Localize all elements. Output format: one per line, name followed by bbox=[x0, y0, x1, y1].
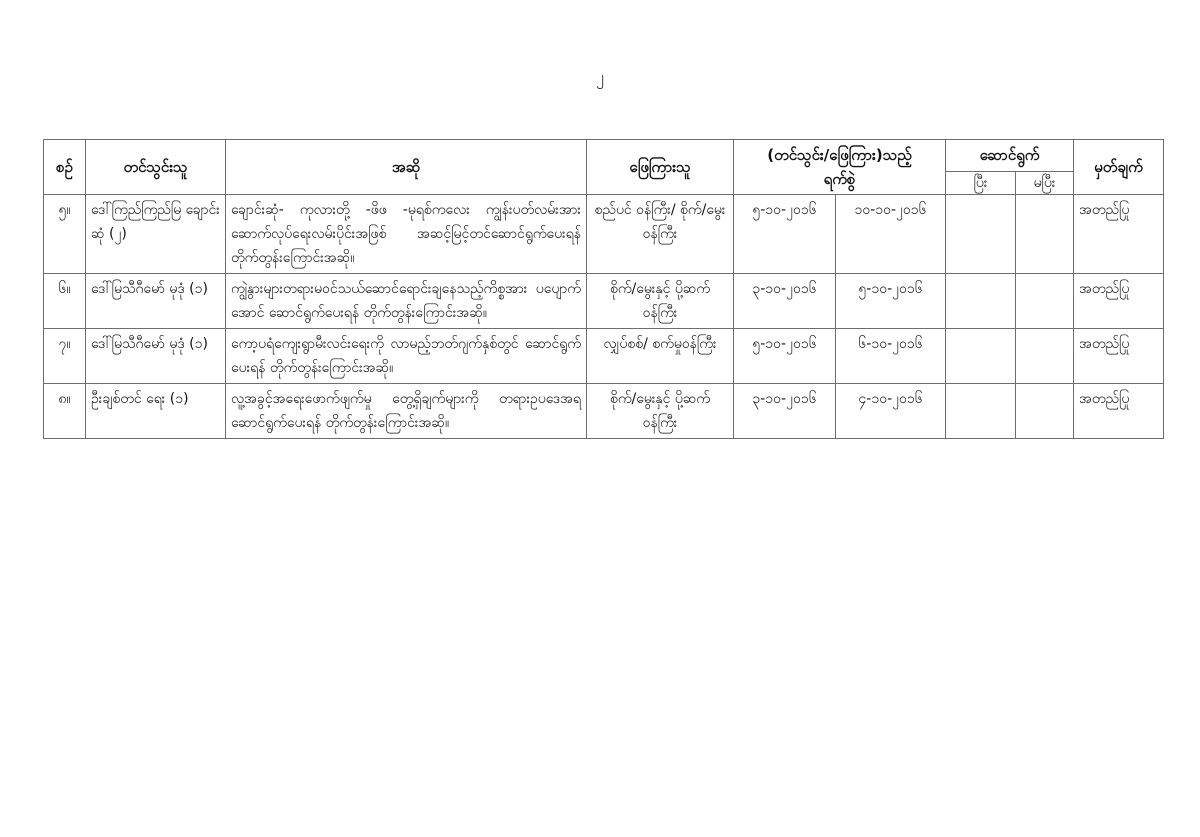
cell-not-done bbox=[1016, 384, 1074, 439]
page-number: ၂ bbox=[596, 67, 604, 86]
cell-motion: ချောင်းဆုံ- ကုလားတို့ -ဖိဖ -မုရစ်ကလေး ကျွန်းပတ်လမ်းအား ဆောက်လုပ်ရေးလမ်းပိုင်းအဖြစ် အဆင့်မြင့်တင်ဆောင်ရွက်ပေးရန် တိုက်တွန်းကြောင်းအဆို။ bbox=[226, 195, 587, 274]
header-no: စဉ် bbox=[44, 140, 86, 195]
header-submitter: တင်သွင်းသူ bbox=[86, 140, 226, 195]
header-motion: အဆို bbox=[226, 140, 587, 195]
header-responder: ဖြေကြားသူ bbox=[587, 140, 734, 195]
cell-motion: ကော့ပရံကျေးရွာမီးလင်းရေးကို လာမည့်ဘတ်ဂျက်နှစ်တွင် ဆောင်ရွက်ပေးရန် တိုက်တွန်းကြောင်းအဆို။ bbox=[226, 329, 587, 384]
cell-date-submitted: ၅-၁၀-၂၀၁၆ bbox=[734, 329, 836, 384]
cell-responder: စိုက်/မွေးနှင့် ပို့ဆက် ဝန်ကြီး bbox=[587, 274, 734, 329]
table-row bbox=[44, 384, 1164, 439]
cell-responder: စည်ပင် ဝန်ကြီး/ စိုက်/မွေး ဝန်ကြီး bbox=[587, 195, 734, 274]
table-row bbox=[44, 195, 1164, 274]
cell-submitter: ဦးချစ်တင် ရေး (၁) bbox=[86, 384, 226, 439]
cell-no: ၅။ bbox=[44, 195, 86, 274]
cell-done bbox=[946, 195, 1016, 274]
cell-submitter: ဒေါ်မြသီဂီမော် မုဒုံ (၁) bbox=[86, 274, 226, 329]
cell-submitter: ဒေါ်မြသီဂီမော် မုဒုံ (၁) bbox=[86, 329, 226, 384]
cell-no: ၆။ bbox=[44, 274, 86, 329]
cell-done bbox=[946, 274, 1016, 329]
cell-date-submitted: ၅-၁၀-၂၀၁၆ bbox=[734, 195, 836, 274]
cell-date-answered: ၅-၁၀-၂၀၁၆ bbox=[836, 274, 946, 329]
header-date bbox=[734, 140, 946, 195]
cell-not-done bbox=[1016, 274, 1074, 329]
header-action: ဆောင်ရွက် bbox=[946, 140, 1074, 172]
table-row bbox=[44, 274, 1164, 329]
cell-done bbox=[946, 329, 1016, 384]
cell-submitter: ဒေါ်ကြည်ကြည်မြ ချောင်းဆုံ (၂) bbox=[86, 195, 226, 274]
cell-date-submitted: ၃-၁၀-၂၀၁၆ bbox=[734, 384, 836, 439]
cell-date-answered: ၄-၁၀-၂၀၁၆ bbox=[836, 384, 946, 439]
table-row bbox=[44, 329, 1164, 384]
cell-motion: လူ့အခွင့်အရေးဖောက်ဖျက်မှု တွေ့ရှိချက်များကို တရားဥပဒေအရ ဆောင်ရွက်ပေးရန် တိုက်တွန်းကြောင်းအဆို။ bbox=[226, 384, 587, 439]
cell-responder: စိုက်/မွေးနှင့် ပို့ဆက် ဝန်ကြီး bbox=[587, 384, 734, 439]
header-date-line1: (တင်သွင်း/ဖြေကြား)သည့် bbox=[767, 146, 912, 164]
header-remarks: မှတ်ချက် bbox=[1074, 140, 1164, 195]
header-date-line2: ရက်စွဲ bbox=[823, 170, 856, 188]
cell-not-done bbox=[1016, 195, 1074, 274]
cell-date-answered: ၆-၁၀-၂၀၁၆ bbox=[836, 329, 946, 384]
cell-remarks: အတည်ပြု bbox=[1074, 329, 1164, 384]
header-not-done: မပြီး bbox=[1016, 171, 1074, 194]
motions-table bbox=[43, 139, 1164, 439]
cell-date-answered: ၁၀-၁၀-၂၀၁၆ bbox=[836, 195, 946, 274]
table-body bbox=[44, 195, 1164, 439]
cell-remarks: အတည်ပြု bbox=[1074, 195, 1164, 274]
cell-date-submitted: ၃-၁၀-၂၀၁၆ bbox=[734, 274, 836, 329]
header-done: ပြီး bbox=[946, 171, 1016, 194]
cell-responder: လျှပ်စစ်/ စက်မှုဝန်ကြီး bbox=[587, 329, 734, 384]
cell-not-done bbox=[1016, 329, 1074, 384]
cell-remarks: အတည်ပြု bbox=[1074, 274, 1164, 329]
cell-done bbox=[946, 384, 1016, 439]
cell-no: ၇။ bbox=[44, 329, 86, 384]
cell-no: ၈။ bbox=[44, 384, 86, 439]
cell-motion: ကျွဲနွားများတရားမဝင်သယ်ဆောင်ရောင်းချနေသည့်ကိစ္စအား ပပျောက်အောင် ဆောင်ရွက်ပေးရန် တိုက်တွန်းကြောင်းအဆို။ bbox=[226, 274, 587, 329]
table-header bbox=[44, 140, 1164, 195]
cell-remarks: အတည်ပြု bbox=[1074, 384, 1164, 439]
